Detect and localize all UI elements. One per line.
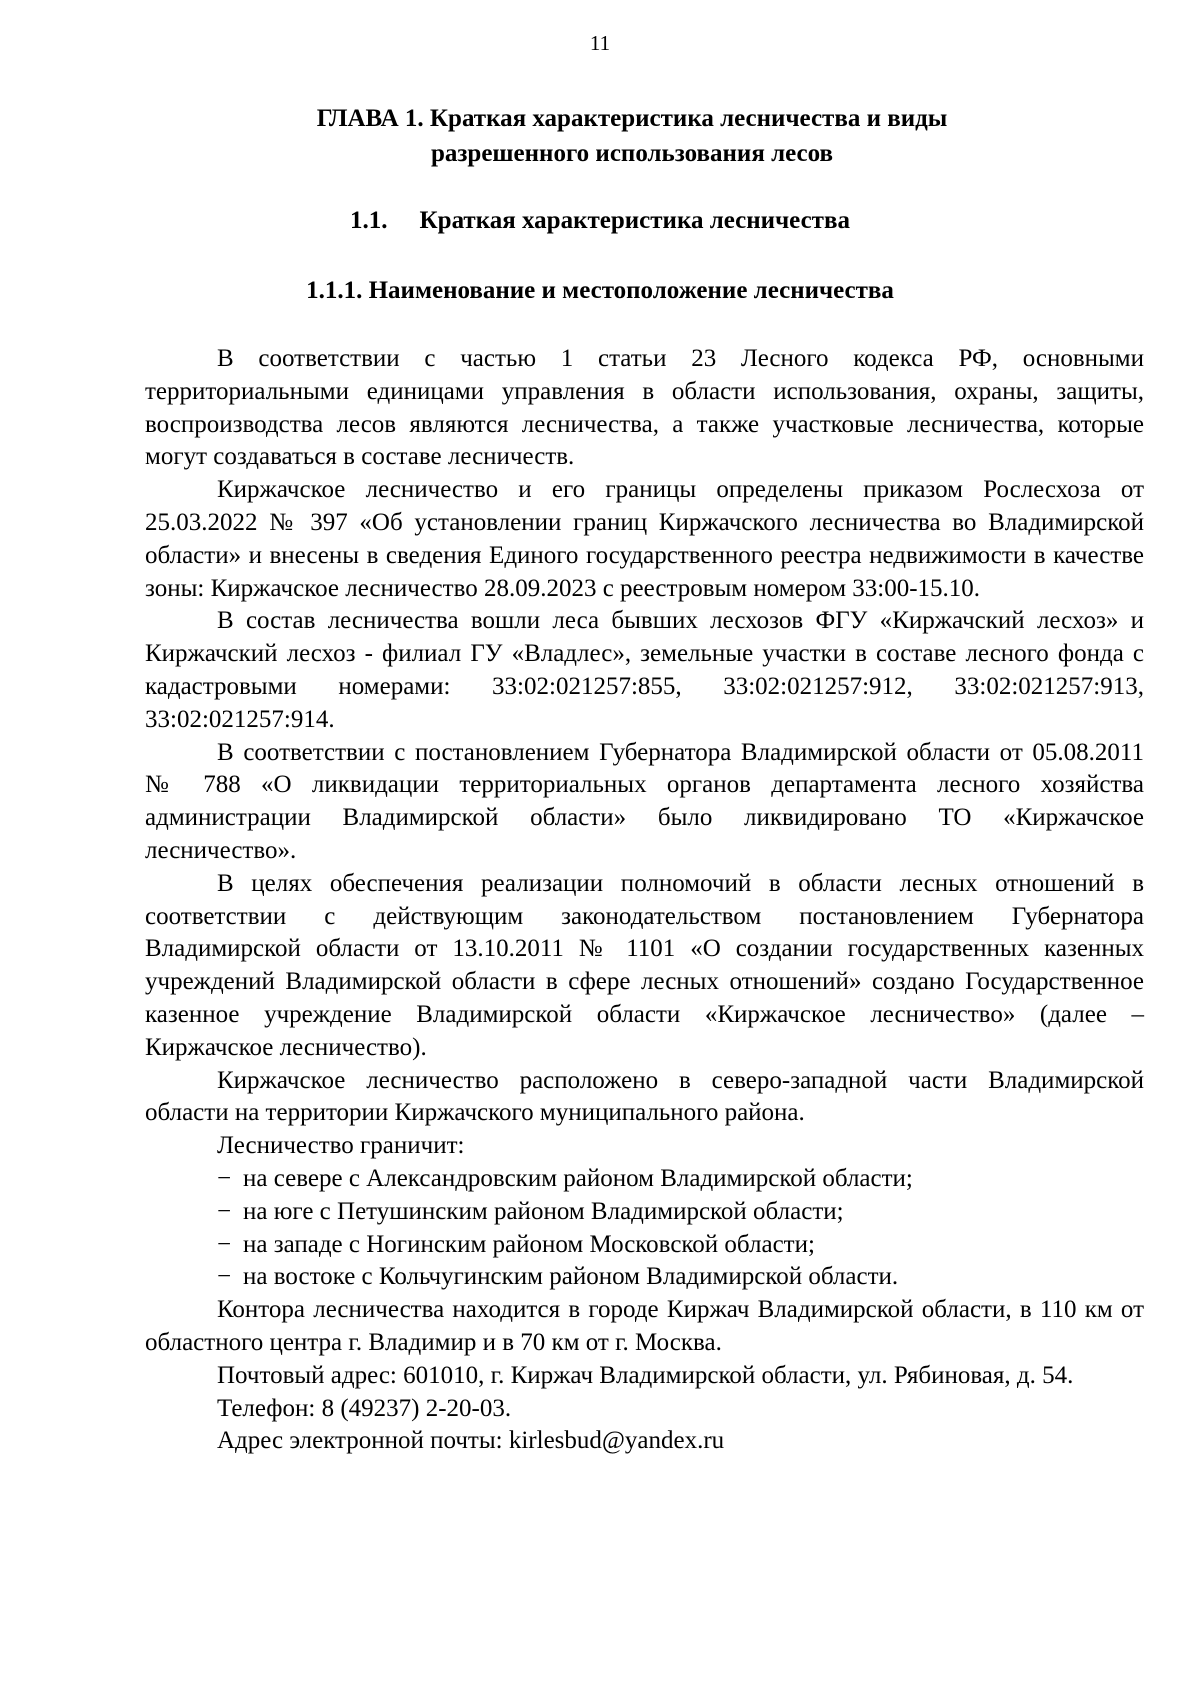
borders-list	[145, 1163, 1144, 1294]
list-item	[217, 1229, 1144, 1262]
email-address: Адрес электронной почты: kirlesbud@yandex.ru	[217, 1427, 725, 1455]
paragraph: В соответствии с постановлением Губернатора Владимирской области от 05.08.2011 № 788 «О ликвидации территориальных органов департамента лесного хозяйства администрации Владимирской области» было ликвидировано ТО «Киржачское лесничество».	[145, 738, 1144, 864]
list-item-text: на востоке с Кольчугинским районом Владимирской области.	[243, 1263, 899, 1291]
paragraph: В соответствии с частью 1 статьи 23 Лесного кодекса РФ, основными территориальными единицами управления в области использования, охраны, защиты, воспроизводства лесов являются лесничества, а также участковые лесничества, которые могут создаваться в составе лесничеств.	[145, 345, 1144, 471]
section-title-text: Краткая характеристика лесничества	[419, 207, 850, 234]
list-dash: −	[217, 1197, 232, 1225]
paragraph: Лесничество граничит:	[217, 1132, 465, 1160]
paragraph: Киржачское лесничество расположено в северо-западной части Владимирской области на территории Киржачского муниципального района.	[145, 1066, 1144, 1127]
paragraph: В состав лесничества вошли леса бывших лесхозов ФГУ «Киржачский лесхоз» и Киржачский лесхоз - филиал ГУ «Владлес», земельные участки в составе лесного фонда с кадастровыми номерами: 33:02:021257:855, 33:02:021257:912, 33:02:021257:913, 33:02:021257:914.	[145, 607, 1144, 733]
subsection-title: 1.1.1. Наименование и местоположение лесничества	[306, 277, 894, 304]
list-dash: −	[217, 1164, 232, 1192]
list-item	[217, 1196, 1144, 1229]
phone: Телефон: 8 (49237) 2-20-03.	[217, 1394, 512, 1422]
list-dash: −	[217, 1263, 232, 1291]
page-number: 11	[589, 31, 611, 55]
list-item-text: на севере с Александровским районом Владимирской области;	[243, 1164, 913, 1192]
paragraph: Контора лесничества находится в городе Киржач Владимирской области, в 110 км от областного центра г. Владимир и в 70 км от г. Москва.	[145, 1296, 1144, 1356]
postal-address: Почтовый адрес: 601010, г. Киржач Владимирской области, ул. Рябиновая, д. 54.	[217, 1361, 1074, 1389]
list-item	[217, 1163, 1144, 1196]
chapter-title: ГЛАВА 1. Краткая характеристика лесничества и виды разрешенного использования лесов	[316, 105, 948, 167]
section-number: 1.1.	[350, 207, 388, 234]
list-item-text: на западе с Ногинским районом Московской области;	[243, 1230, 815, 1258]
paragraph: Киржачское лесничество и его границы определены приказом Рослесхоза от 25.03.2022 № 397 «Об установлении границ Киржачского лесничества во Владимирской области» и внесены в сведения Единого государственного реестра недвижимости в качестве зоны: Киржачское лесничество 28.09.2023 с реестровым номером 33:00-15.10.	[145, 476, 1144, 602]
list-dash: −	[217, 1230, 232, 1258]
section-title	[0, 203, 1200, 238]
list-item	[217, 1261, 1144, 1294]
list-item-text: на юге с Петушинским районом Владимирской области;	[243, 1197, 844, 1225]
paragraph: В целях обеспечения реализации полномочий в области лесных отношений в соответствии с действующим законодательством постановлением Губернатора Владимирской области от 13.10.2011 № 1101 «О создании государственных казенных учреждений Владимирской области в сфере лесных отношений» создано Государственное казенное учреждение Владимирской области «Киржачское лесничество» (далее – Киржачское лесничество).	[145, 869, 1144, 1061]
body-text	[145, 343, 1144, 1458]
